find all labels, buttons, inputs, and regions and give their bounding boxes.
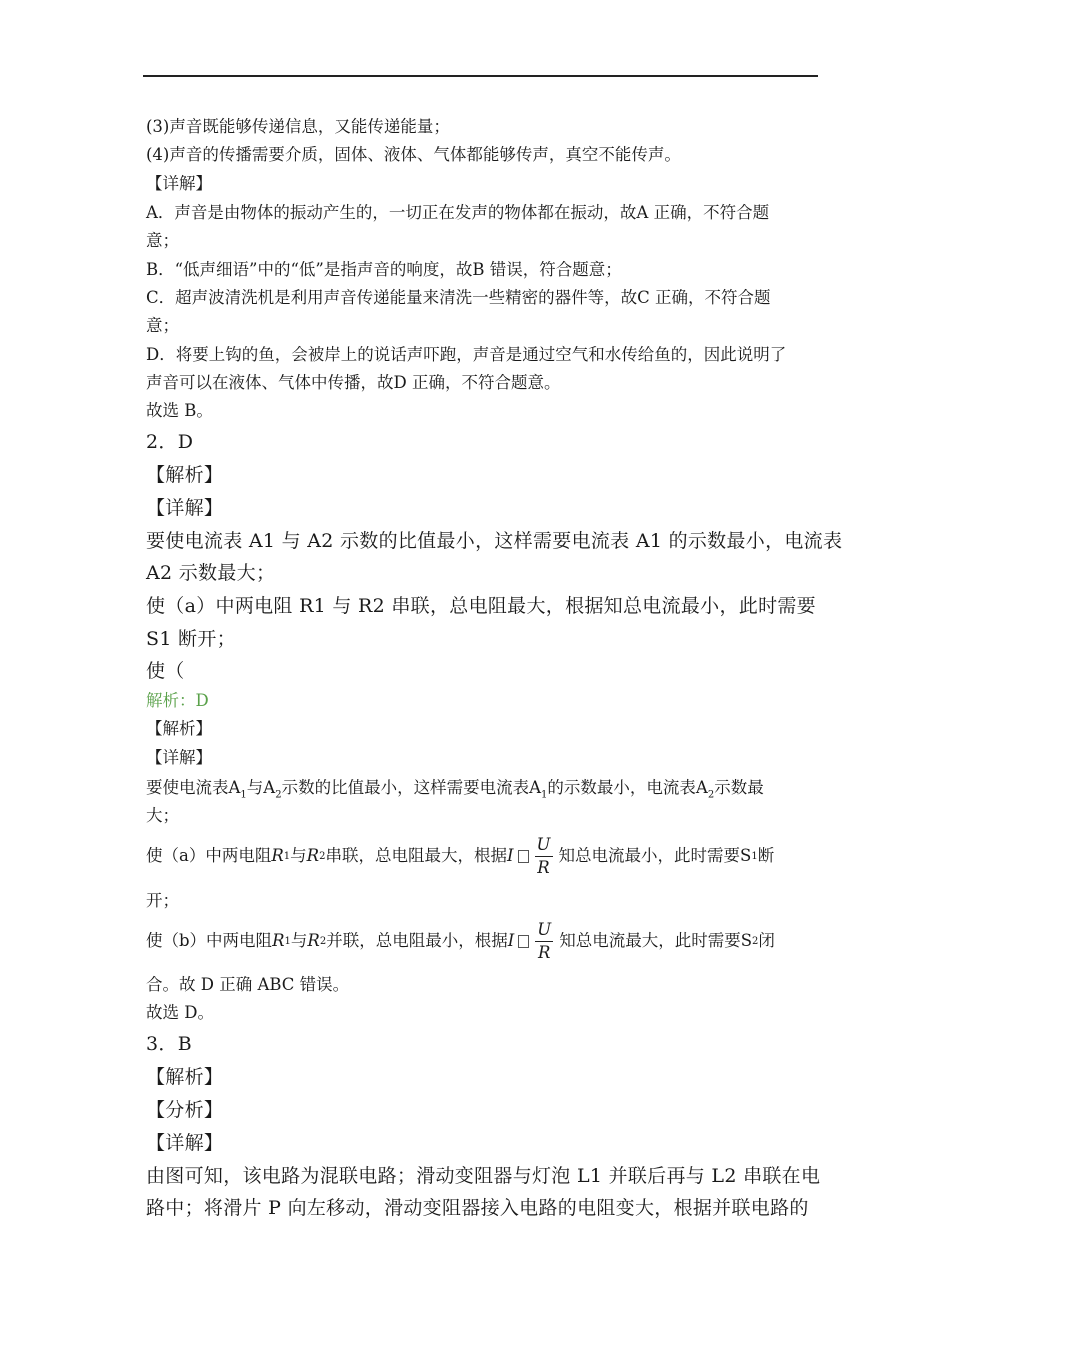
- text-line: 故选 D。: [146, 1003, 214, 1022]
- text-line: 大；: [146, 806, 179, 825]
- section-heading: 【详解】: [146, 497, 224, 519]
- text-line: 故选 B。: [146, 401, 213, 420]
- fraction: $\frac{U}{R}$: [535, 921, 553, 962]
- text-line: 由图可知，该电路为混联电路；滑动变阻器与灯泡 L1 并联后再与 L2 串联在电: [146, 1165, 821, 1187]
- text-line: 意；: [146, 316, 179, 335]
- section-heading: 【详解】: [146, 174, 212, 193]
- question-number: 3．B: [146, 1033, 192, 1055]
- placeholder-box-icon: [518, 935, 529, 948]
- text-line: 要使电流表 A1 与 A2 示数的比值最小，这样需要电流表 A1 的示数最小，电流表: [146, 530, 843, 552]
- section-heading: 【解析】: [146, 1066, 224, 1088]
- text-line: D．将要上钩的鱼，会被岸上的说话声吓跑，声音是通过空气和水传给鱼的，因此说明了: [146, 345, 787, 364]
- text-line: A2 示数最大；: [146, 562, 276, 584]
- text-line: C．超声波清洗机是利用声音传递能量来清洗一些精密的器件等，故C 正确，不符合题: [146, 288, 771, 307]
- header-rule: [143, 75, 818, 77]
- section-heading: 【解析】: [146, 719, 212, 738]
- section-heading: 【解析】: [146, 464, 224, 486]
- placeholder-box-icon: [518, 850, 529, 863]
- text-line: (4)声音的传播需要介质，固体、液体、气体都能够传声，真空不能传声。: [146, 145, 681, 164]
- text-line: 要使电流表$A_1$与$A_2$示数的比值最小，这样需要电流表$A_1$的示数最小，电流表$A_2$示数最: [146, 778, 764, 801]
- section-heading: 【分析】: [146, 1099, 224, 1121]
- text-line: 路中；将滑片 P 向左移动，滑动变阻器接入电路的电阻变大，根据并联电路的: [146, 1197, 809, 1219]
- text-line: 使（: [146, 660, 185, 682]
- text-line: 意；: [146, 231, 179, 250]
- analysis-label: 解析：D: [146, 691, 209, 710]
- text-line: (3)声音既能够传递信息，又能传递能量；: [146, 117, 450, 136]
- text-line: A．声音是由物体的振动产生的，一切正在发声的物体都在振动，故A 正确，不符合题: [146, 203, 770, 222]
- text-line: S1 断开；: [146, 628, 236, 650]
- text-line: 开；: [146, 891, 179, 910]
- text-line: B．“低声细语”中的“低”是指声音的响度，故B 错误，符合题意；: [146, 260, 622, 279]
- formula-line: 使（b）中两电阻 R 1 与 R 2 并联，总电阻最小，根据 I $\frac{U}{R}$ 知总电流最大，此时需要S 2 闭: [146, 920, 775, 963]
- section-heading: 【详解】: [146, 1132, 224, 1154]
- text-line: 使（a）中两电阻 R1 与 R2 串联，总电阻最大，根据知总电流最小，此时需要: [146, 595, 816, 617]
- formula-line: 使（a）中两电阻 R 1 与 R 2 串联，总电阻最大，根据 I $\frac{U}{R}$ 知总电流最小，此时需要S 1 断: [146, 835, 775, 878]
- section-heading: 【详解】: [146, 748, 212, 767]
- fraction: $\frac{U}{R}$: [535, 836, 553, 877]
- text-line: 声音可以在液体、气体中传播，故D 正确，不符合题意。: [146, 373, 561, 392]
- text-line: 合。故 D 正确 ABC 错误。: [146, 975, 350, 994]
- question-number: 2．D: [146, 431, 194, 453]
